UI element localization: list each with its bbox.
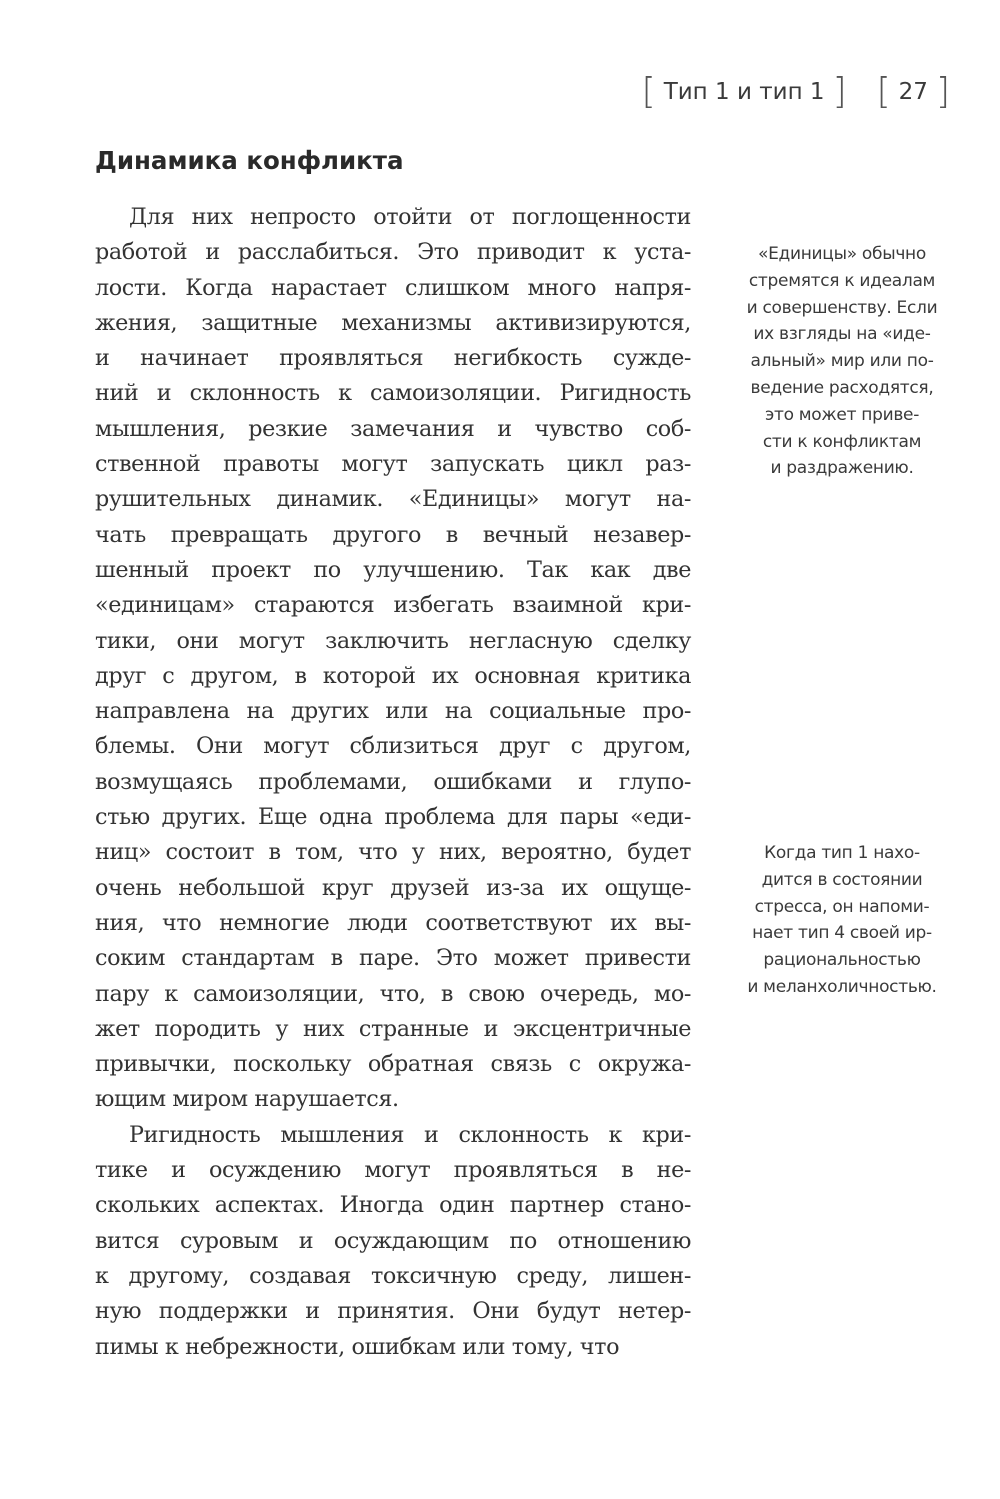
sidenote-line: «Единицы» обычно	[758, 244, 926, 264]
sidenote-line: стремятся к идеалам	[748, 270, 936, 291]
text-line: ную поддержки и принятия. Они будут нетер-	[95, 1298, 691, 1325]
sidenote-line: стресса, он напоми-	[754, 896, 930, 917]
text-line: ниц» состоит в том, что у них, вероятно, будет	[95, 839, 691, 866]
text-line: рушительных динамик. «Единицы» могут на-	[95, 486, 691, 513]
sidenote-line: сти к конфликтам	[762, 431, 922, 452]
text-line: к другому, создавая токсичную среду, лишен-	[95, 1262, 691, 1289]
sidenote-line: дится в состоянии	[761, 869, 923, 890]
sidenote-line: ведение расходятся,	[750, 377, 934, 398]
text-line: соким стандартам в паре. Это может привести	[95, 945, 691, 972]
text-line: стью других. Еще одна проблема для пары «еди-	[95, 804, 691, 831]
text-line: очень небольшой круг друзей из-за их ощуще-	[95, 874, 691, 901]
sidenote-stress	[722, 840, 962, 1001]
sidenote-ideals	[722, 241, 962, 482]
text-line: тики, они могут заключить негласную сделку	[95, 627, 691, 654]
text-line: ния, что немногие люди соответствуют их вы-	[95, 909, 691, 936]
page-number-open-bracket: [	[876, 71, 891, 112]
sidenote-line: рациональностью	[763, 950, 921, 971]
body-text	[95, 200, 691, 1365]
text-line: направлена на других или на социальные про-	[95, 698, 691, 725]
text-line: лости. Когда нарастает слишком много напря-	[95, 274, 691, 301]
text-line: пимы к небрежности, ошибкам или тому, что	[95, 1333, 620, 1360]
text-line: чать превращать другого в вечный незавер-	[95, 521, 691, 548]
text-line: блемы. Они могут сблизиться друг с другом,	[95, 733, 691, 760]
text-line: тике и осуждению могут проявляться в не-	[95, 1157, 691, 1184]
text-line: ний и склонность к самоизоляции. Ригидность	[95, 380, 691, 407]
text-line: мышления, резкие замечания и чувство соб-	[95, 415, 691, 442]
sidenote-line: и совершенству. Если	[746, 297, 938, 318]
text-line: «единицам» стараются избегать взаимной кри-	[95, 592, 691, 619]
sidenote-line: Когда тип 1 нахо-	[764, 843, 920, 863]
text-line: и начинает проявляться негибкость сужде-	[95, 345, 691, 372]
text-line: вится суровым и осуждающим по отношению	[95, 1227, 691, 1254]
text-line: жет породить у них странные и эксцентричные	[95, 1015, 691, 1042]
text-line: пару к самоизоляции, что, в свою очередь, мо-	[95, 980, 691, 1007]
sidenote-line: и раздражению.	[770, 458, 914, 479]
text-line: скольких аспектах. Иногда один партнер стано-	[95, 1192, 691, 1219]
text-line: Для них непросто отойти от поглощенности	[129, 204, 691, 230]
text-line: жения, защитные механизмы активизируются,	[95, 309, 691, 336]
text-line: ющим миром нарушается.	[95, 1086, 399, 1113]
sidenote-line: нает тип 4 своей ир-	[752, 923, 932, 944]
section-heading: Динамика конфликта	[95, 146, 404, 175]
chapter-title: Тип 1 и тип 1	[663, 79, 825, 105]
sidenote-line: их взгляды на «иде-	[753, 324, 931, 345]
open-bracket: [	[641, 71, 656, 112]
text-line: возмущаясь проблемами, ошибками и глупо-	[95, 768, 691, 795]
text-line: привычки, поскольку обратная связь с окружа-	[95, 1051, 691, 1078]
text-line: Ригидность мышления и склонность к кри-	[129, 1121, 691, 1148]
text-line: друг с другом, в которой их основная критика	[95, 662, 691, 689]
paragraph-2	[95, 1118, 691, 1365]
page-number: 27	[898, 79, 928, 105]
sidenote-line: это может приве-	[764, 404, 920, 425]
close-bracket: ]	[832, 71, 847, 112]
running-head	[641, 71, 950, 112]
text-line: работой и расслабиться. Это приводит к уста-	[95, 239, 691, 266]
sidenote-line: альный» мир или по-	[750, 351, 934, 372]
sidenote-line: и меланхоличностью.	[747, 976, 937, 997]
text-line: ственной правоты могут запускать цикл раз-	[95, 451, 691, 478]
text-line: шенный проект по улучшению. Так как две	[95, 556, 691, 583]
page-number-close-bracket: ]	[935, 71, 950, 112]
paragraph-1	[95, 200, 691, 1118]
